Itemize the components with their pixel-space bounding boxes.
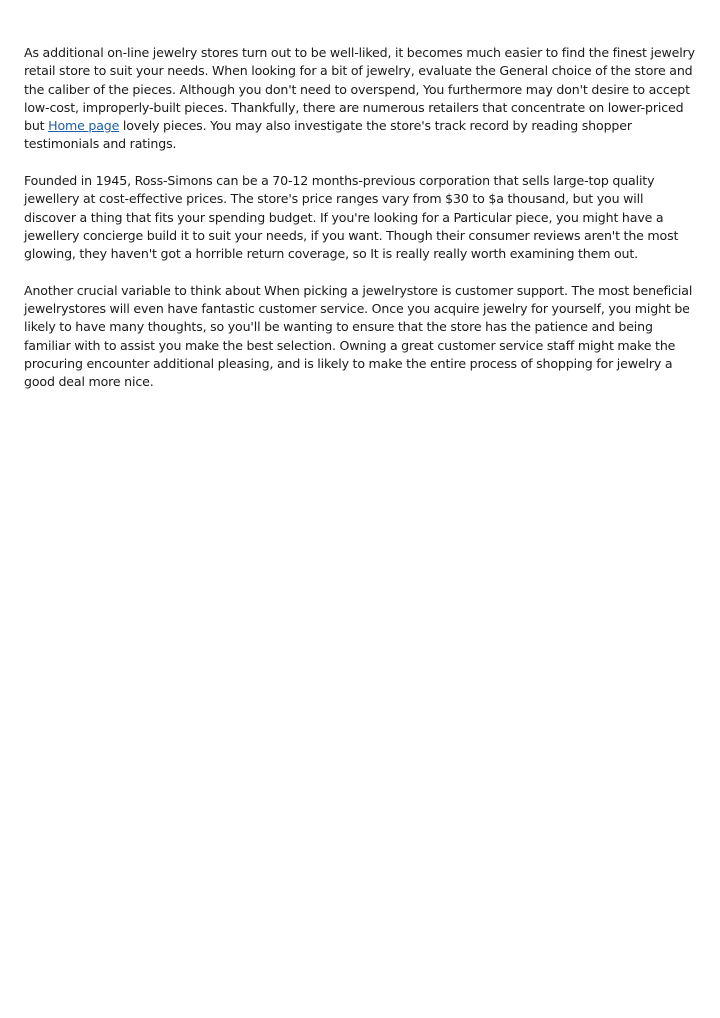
home-page-link[interactable]: Home page: [48, 118, 120, 134]
paragraph-1-text-before-link: As additional on-line jewelry stores turn out to be well-liked, it becomes much easier to find the finest jewelry retail store to suit your needs. When looking for a bit of jewelry, evaluate the General choice of the store and the caliber of the pieces. Although you don't need to overspend, You furthermore may don't desire to accept low-cost, improperly-built pieces. Thankfully, there are numerous retailers that concentrate on lower-priced but: [24, 45, 695, 134]
paragraph-3: Another crucial variable to think about When picking a jewelrystore is customer support. The most beneficial jewelrystores will even have fantastic customer service. Once you acquire jewelry for yourself, you might be likely to have many thoughts, so you'll be wanting to ensure that the store has the patience and being familiar with to assist you make the best selection. Owning a great customer service staff might make the procuring encounter additional pleasing, and is likely to make the entire process of shopping for jewelry a good deal more nice.: [24, 282, 693, 390]
article-body: [24, 44, 696, 410]
paragraph-1: [24, 44, 696, 154]
paragraph-2: Founded in 1945, Ross-Simons can be a 70-12 months-previous corporation that sells large-top quality jewellery at cost-effective prices. The store's price ranges vary from $30 to $a thousand, but you will discover a thing that fits your spending budget. If you're looking for a Particular piece, you might have a jewellery concierge build it to suit your needs, if you want. Though their consumer reviews aren't the most glowing, they haven't got a horrible return coverage, so It is really really worth examining them out.: [24, 173, 679, 262]
paragraph-1-text-after-link: lovely pieces. You may also investigate the store's track record by reading shopper testimonials and ratings.: [24, 118, 632, 152]
